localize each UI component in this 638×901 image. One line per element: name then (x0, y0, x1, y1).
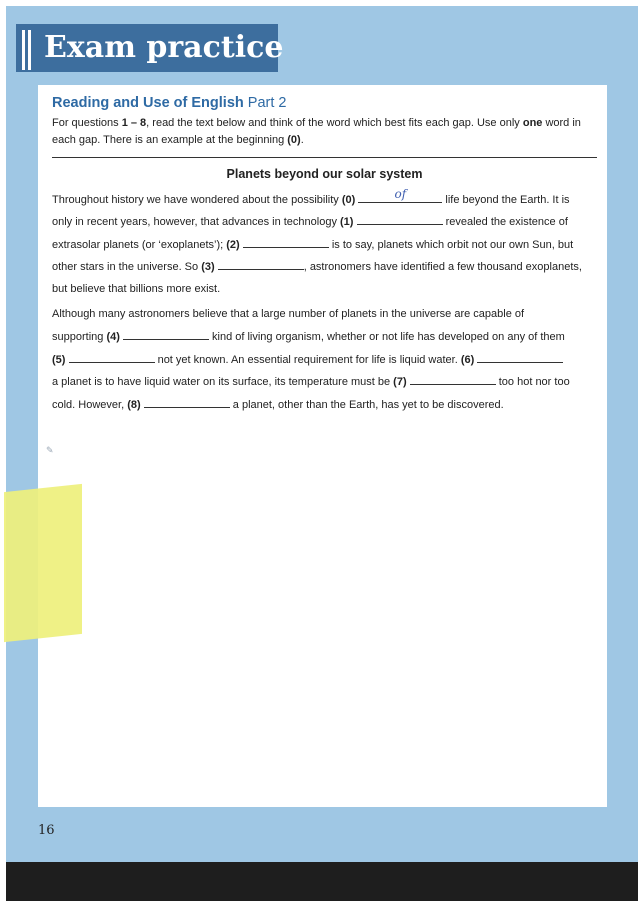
line-text: a planet, other than the Earth, has yet to be discovered. (229, 399, 504, 411)
line-text: revealed the existence of (442, 216, 568, 228)
page-number: 16 (38, 823, 55, 838)
title-stripe (22, 30, 25, 70)
text-line (52, 257, 600, 275)
instructions (52, 115, 598, 151)
text-line (52, 212, 600, 230)
answer-gap[interactable] (410, 372, 496, 385)
answer-gap[interactable] (477, 350, 563, 363)
line-text: kind of living organism, whether or not life has developed on any of them (208, 331, 565, 343)
text-line (52, 305, 600, 323)
example-gap (358, 187, 442, 203)
instructions-text: each gap. There is an example at the beginning (52, 134, 288, 146)
answer-gap[interactable] (144, 395, 230, 408)
text-line (52, 187, 600, 208)
gap-number: (6) (460, 354, 475, 366)
gap-number: (5) (52, 354, 66, 366)
instructions-text: word in (542, 117, 581, 129)
instructions-text: . (300, 134, 304, 146)
text-line (52, 280, 600, 298)
line-text: life beyond the Earth. It is (442, 194, 570, 206)
gap-number: (7) (393, 376, 407, 388)
line-text: Although many astronomers believe that a large number of planets in the universe are capable of (52, 308, 525, 320)
line-text: supporting (52, 331, 107, 343)
gap-number: (2) (226, 239, 240, 251)
line-text: cold. However, (52, 399, 128, 411)
line-text: , astronomers have identified a few thousand exoplanets, (303, 261, 582, 273)
instructions-emphasis: one (522, 117, 543, 129)
answer-gap[interactable] (123, 327, 209, 340)
instructions-text: , read the text below and think of the word which best fits each gap. Use only (146, 117, 523, 129)
title-stripes (22, 30, 32, 70)
gap-number: (3) (201, 261, 215, 273)
gap-number: (8) (127, 399, 141, 411)
answer-gap[interactable] (218, 257, 304, 270)
line-text: extrasolar planets (or ‘exoplanets’); (52, 239, 227, 251)
instructions-text: For questions (52, 117, 122, 129)
line-text: a planet is to have liquid water on its surface, its temperature must be (52, 376, 394, 388)
line-text: is to say, planets which orbit not our own Sun, but (328, 239, 574, 251)
section-heading-part: Part 2 (247, 95, 287, 111)
line-text: not yet known. An essential requirement for life is liquid water. (154, 354, 461, 366)
gap-number: (0) (341, 194, 356, 206)
answer-gap[interactable] (357, 212, 443, 225)
text-line (52, 395, 600, 413)
text-line (52, 235, 600, 253)
answer-gap[interactable] (243, 235, 329, 248)
line-text: other stars in the universe. So (52, 261, 202, 273)
line-text: but believe that billions more exist. (52, 283, 221, 295)
sticky-note (4, 484, 82, 642)
text-line (52, 372, 600, 390)
title-stripe (28, 30, 31, 70)
answer-gap[interactable] (69, 350, 155, 363)
line-text: too hot nor too (495, 376, 570, 388)
example-answer: of (394, 187, 407, 201)
instructions-example: (0) (287, 134, 301, 146)
instructions-range: 1 – 8 (121, 117, 147, 129)
text-title: Planets beyond our solar system (226, 167, 423, 181)
gap-number: (4) (106, 331, 120, 343)
bottom-band (6, 862, 638, 901)
text-line (52, 350, 600, 368)
section-heading (52, 93, 552, 113)
pencil-mark: ✎ (46, 445, 54, 455)
gap-number: (1) (340, 216, 354, 228)
line-text: only in recent years, however, that advances in technology (52, 216, 341, 228)
divider (52, 157, 597, 158)
section-heading-main: Reading and Use of English (52, 95, 244, 111)
text-line (52, 327, 600, 345)
page-title: Exam practice (44, 30, 284, 65)
line-text: Throughout history we have wondered about the possibility (52, 194, 342, 206)
